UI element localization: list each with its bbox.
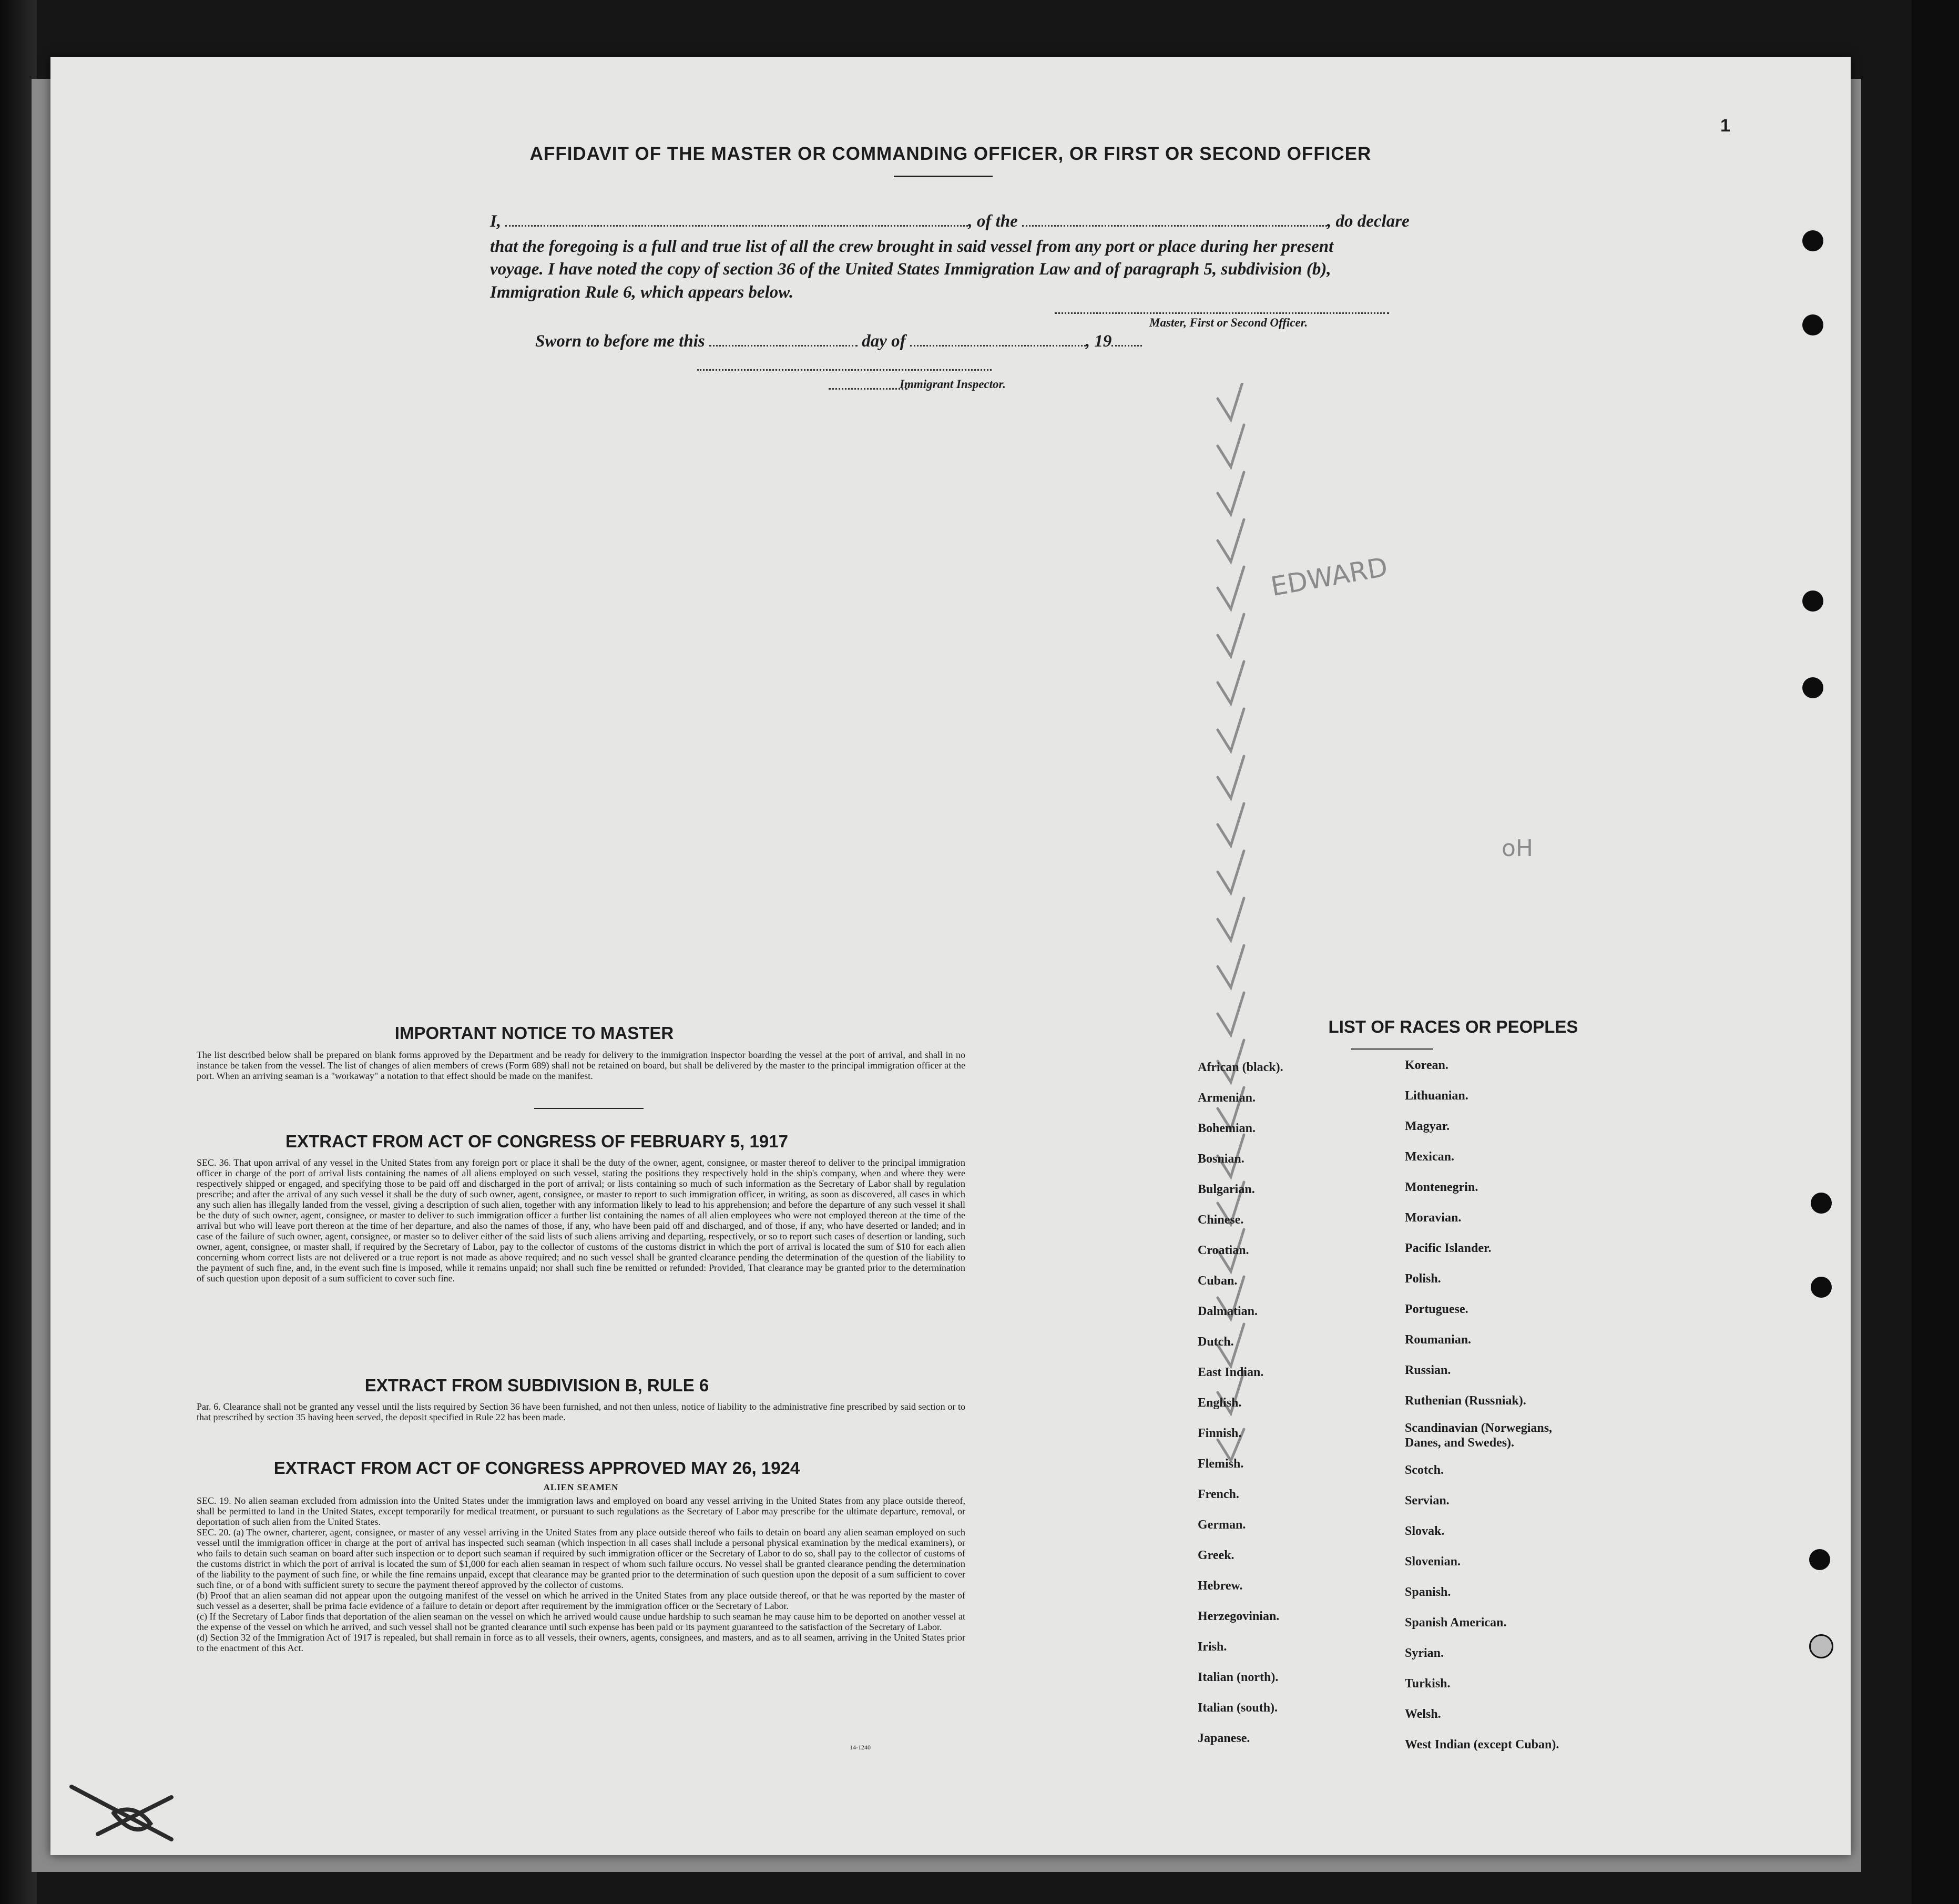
race-item: English.	[1198, 1396, 1242, 1410]
race-item: East Indian.	[1198, 1366, 1264, 1379]
punch-hole	[1802, 677, 1823, 698]
notice-rule	[534, 1108, 644, 1109]
check-marks-column	[1197, 383, 1333, 1466]
race-item: Italian (south).	[1198, 1701, 1278, 1715]
race-item: Bulgarian.	[1198, 1183, 1255, 1196]
race-item: Moravian.	[1405, 1211, 1462, 1225]
race-item: African (black).	[1198, 1061, 1283, 1074]
race-item: French.	[1198, 1488, 1239, 1501]
sec20d-text: (d) Section 32 of the Immigration Act of 1917 is repealed, but shall remain in force as to all vessels, their owners, agents, consignees, and masters, and as to all seamen, arriving in the United States prior to the enactment of this Act.	[197, 1632, 965, 1653]
race-item: Welsh.	[1405, 1707, 1441, 1721]
race-item: Japanese.	[1198, 1732, 1250, 1745]
race-item: Scotch.	[1405, 1463, 1444, 1477]
extract-1924-title: EXTRACT FROM ACT OF CONGRESS APPROVED MAY 26, 1924	[273, 1458, 800, 1478]
page-number: 1	[1720, 116, 1730, 136]
race-item: Irish.	[1198, 1640, 1227, 1654]
races-rule	[1351, 1048, 1433, 1050]
extract-rule6-text: Par. 6. Clearance shall not be granted any vessel until the lists required by Section 36 have been furnished, and not then unless, notice of liability to the administrative fine prescribed by said section or to that prescribed by section 35 having been served, the deposit specified in Rule 22 has been made.	[197, 1401, 965, 1422]
inspector-label: Immigrant Inspector.	[900, 378, 1006, 391]
race-item: Lithuanian.	[1405, 1089, 1468, 1103]
master-signature-line[interactable]	[1055, 301, 1389, 314]
notice-title: IMPORTANT NOTICE TO MASTER	[394, 1023, 674, 1043]
affidavit-line-4: Immigration Rule 6, which appears below.	[490, 283, 794, 302]
race-item: Ruthenian (Russniak).	[1405, 1394, 1526, 1408]
month-blank[interactable]	[910, 333, 1086, 347]
extract-1917-title: EXTRACT FROM ACT OF CONGRESS OF FEBRUARY 5, 1917	[285, 1132, 788, 1151]
race-item: Greek.	[1198, 1549, 1234, 1562]
race-item: Montenegrin.	[1405, 1180, 1478, 1194]
affidavit-line-2: that the foregoing is a full and true list of all the crew brought in said vessel from any port or place during her present	[490, 237, 1334, 256]
race-item: Korean.	[1405, 1058, 1448, 1072]
sworn-line	[535, 330, 1166, 353]
title-rule	[894, 176, 993, 177]
race-item: Slovak.	[1405, 1524, 1445, 1538]
corner-scribble	[66, 1776, 192, 1845]
race-item: Scandinavian (Norwegians,	[1405, 1421, 1553, 1435]
race-item: Spanish.	[1405, 1585, 1451, 1599]
race-item: Dutch.	[1198, 1335, 1234, 1349]
affidavit-declare: , do declare	[1327, 212, 1410, 231]
manifest-page	[50, 57, 1851, 1855]
race-item: Bohemian.	[1198, 1122, 1256, 1135]
extract-1924-body	[197, 1495, 965, 1653]
race-item: Pacific Islander.	[1405, 1241, 1492, 1255]
race-item: Hebrew.	[1198, 1579, 1243, 1593]
form-number: 14-1240	[850, 1744, 871, 1751]
year-prefix: , 19	[1085, 332, 1112, 351]
race-item: Bosnian.	[1198, 1152, 1244, 1166]
affidavit-title: AFFIDAVIT OF THE MASTER OR COMMANDING OFFICER, OR FIRST OR SECOND OFFICER	[529, 144, 1372, 164]
punch-hole	[1811, 1277, 1832, 1298]
inspector-signature-line[interactable]	[697, 358, 992, 371]
race-item: Finnish.	[1198, 1427, 1242, 1440]
punch-hole	[1802, 314, 1823, 335]
year-blank[interactable]	[1111, 333, 1142, 347]
race-item: West Indian (except Cuban).	[1405, 1738, 1559, 1752]
race-item: Turkish.	[1405, 1677, 1451, 1691]
race-item: Flemish.	[1198, 1457, 1244, 1471]
scan-edge-right	[1912, 0, 1959, 1904]
day-blank[interactable]	[709, 333, 858, 347]
race-item: Croatian.	[1198, 1244, 1249, 1257]
vessel-blank[interactable]	[1022, 213, 1327, 227]
handwritten-name: EDWARD	[1268, 551, 1390, 603]
race-item: Mexican.	[1405, 1150, 1454, 1164]
race-item: Armenian.	[1198, 1091, 1256, 1105]
race-item: Syrian.	[1405, 1646, 1444, 1660]
race-item: Dalmatian.	[1198, 1305, 1258, 1318]
punch-hole	[1802, 230, 1823, 251]
master-signature-label: Master, First or Second Officer.	[1149, 316, 1308, 329]
punch-hole	[1809, 1549, 1830, 1570]
race-item: Cuban.	[1198, 1274, 1238, 1288]
race-item: German.	[1198, 1518, 1246, 1532]
affidavit-of-the: , of the	[968, 212, 1018, 231]
handwritten-note: oH	[1502, 835, 1534, 862]
extract-1917-text: SEC. 36. That upon arrival of any vessel in the United States from any foreign port or place it shall be the duty of the owner, agent, consignee, or master thereof to deliver to the principal immigration officer in charge of the port of arrival lists containing the names of all aliens employed on such vessel, stating the positions they respectively hold in the ship's company, when and where they were respectively shipped or engaged, and specifying those to be paid off and discharged in the port of arrival; or lists containing so much of such information as the Secretary of Labor shall by regulation prescribe; and after the arrival of any such vessel it shall be the duty of such owner, agent, consignee, or master to report to such immigration officer, in writing, as soon as discovered, all cases in which any such alien has illegally landed from the vessel, giving a description of such alien, together with any information likely to lead to his apprehension; and before the departure of any such vessel it shall be the duty of such owner, agent, consignee, or master to deliver to such immigration officer a further list containing the names of all alien employees who were not employed thereon at the time of the arrival but who will leave port thereon at the time of her departure, and also the names of those, if any, who have been paid off and discharged, and of those, if any, who have deserted or landed; and in case of the failure of such owner, agent, consignee, or master so to deliver either of the said lists of such aliens arriving and departing, respectively, or so to report such cases of desertion or landing, such owner, agent, consignee, or master shall, if required by the Secretary of Labor, pay to the collector of customs of the customs district in which the port of arrival is located the sum of $10 for each alien concerning whom correct lists are not delivered or a true report is not made as above required; and no such vessel shall be granted clearance pending the determination of the question of the liability to the payment of such fine, and, in the event such fine is imposed, while it remains unpaid; nor shall such fine be remitted or refunded: Provided, That clearance may be granted prior to the determination of such question upon deposit of a sum sufficient to cover such fine.	[197, 1157, 965, 1284]
affidavit-line-3: voyage. I have noted the copy of section 36 of the United States Immigration Law and of paragraph 5, subdivision (b),	[490, 260, 1331, 279]
race-item: Portuguese.	[1405, 1302, 1468, 1316]
alien-seamen-subtitle: ALIEN SEAMEN	[543, 1482, 619, 1492]
race-item: Russian.	[1405, 1363, 1451, 1377]
race-item: Chinese.	[1198, 1213, 1244, 1227]
affidavit-i: I,	[490, 212, 502, 231]
sec20a-text: SEC. 20. (a) The owner, charterer, agent, consignee, or master of any vessel arriving in the United States from any place outside thereof who fails to detain on board any alien seaman employed on such vessel until the immigration officer in charge at the port of arrival has inspected such seaman (which inspection in all cases shall include a personal physical examination by the medical examiners), or who fails to detain such seaman on board after such inspection or to deport such seaman if required by such immigration officer or the Secretary of Labor to do so, shall pay to the collector of customs of the customs district in which the port of arrival is located the sum of $1,000 for each alien seaman in respect of whom such failure occurs. No vessel shall be granted clearance pending the determination of the liability to the payment of such fine, or while the fine remains unpaid, except that clearance may be granted prior to the determination of such question upon the deposit of a sum sufficient to cover such fine, or of a bond with sufficient surety to secure the payment thereof approved by the collector of customs.	[197, 1527, 965, 1590]
races-title: LIST OF RACES OR PEOPLES	[1328, 1017, 1578, 1036]
notice-text: The list described below shall be prepared on blank forms approved by the Department and be ready for delivery to the immigration inspector boarding the vessel at the port of arrival, and shall in no instance be taken from the vessel. The list of changes of alien members of crews (Form 689) shall not be retained on board, but shall be delivered by the master to the principal immigration officer at the port. When an arriving seaman is a "workaway" a notation to that effect should be made on the manifest.	[197, 1050, 965, 1081]
race-item: Italian (north).	[1198, 1671, 1279, 1684]
sworn-text: Sworn to before me this	[535, 332, 705, 351]
punch-hole	[1802, 590, 1823, 612]
punch-hole	[1811, 1193, 1832, 1214]
race-item: Roumanian.	[1405, 1333, 1472, 1347]
sec19-text: SEC. 19. No alien seaman excluded from admission into the United States under the immigration laws and employed on board any vessel arriving in the United States from any place outside thereof, shall be permitted to land in the United States, except temporarily for medical treatment, or pursuant to such regulations as the Secretary of Labor may prescribe for the ultimate departure, removal, or deportation of such alien from the United States.	[197, 1495, 965, 1527]
name-blank[interactable]	[505, 213, 968, 227]
inspector-signature-line-short[interactable]	[829, 379, 907, 390]
sec20b-text: (b) Proof that an alien seaman did not appear upon the outgoing manifest of the vessel on which he arrived in the United States from any place outside thereof, or that he was reported by the master of such vessel as a deserter, shall be prima facie evidence of a failure to detain or deport after requirement by the immigration officer or the Secretary of Labor.	[197, 1590, 965, 1611]
day-of-text: day of	[862, 332, 906, 351]
extract-rule6-title: EXTRACT FROM SUBDIVISION B, RULE 6	[364, 1376, 709, 1395]
race-item: Danes, and Swedes).	[1405, 1436, 1515, 1450]
race-item: Spanish American.	[1405, 1616, 1507, 1630]
race-item: Slovenian.	[1405, 1555, 1461, 1569]
affidavit-line-1	[490, 210, 1531, 233]
race-item: Servian.	[1405, 1494, 1450, 1508]
sec20c-text: (c) If the Secretary of Labor finds that deportation of the alien seaman on the vessel on which he arrived would cause undue hardship to such seaman he may cause him to be deported on another vessel at the expense of the vessel on which he arrived, and such vessel shall not be granted clearance until such expense has been paid or its payment guaranteed to the satisfaction of the Secretary of Labor.	[197, 1611, 966, 1632]
punch-hole	[1809, 1634, 1833, 1658]
race-item: Magyar.	[1405, 1119, 1450, 1133]
race-item: Polish.	[1405, 1272, 1441, 1286]
race-item: Herzegovinian.	[1198, 1610, 1280, 1623]
